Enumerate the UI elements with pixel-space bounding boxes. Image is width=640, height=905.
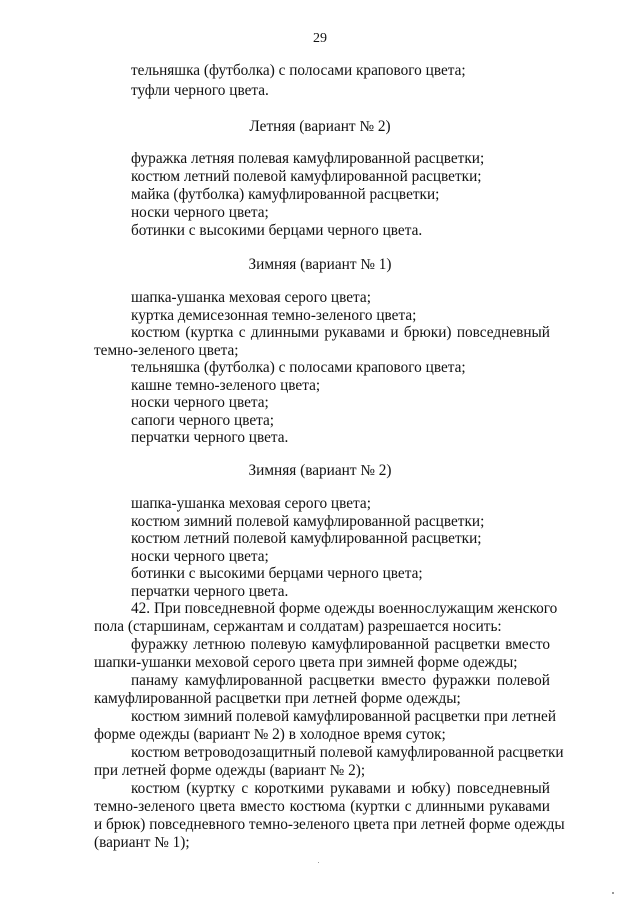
paragraph-line: костюм зимний полевой камуфлированной расцветки при летней <box>131 708 557 725</box>
page-number: 29 <box>313 31 327 46</box>
list-item: носки черного цвета; <box>131 394 269 411</box>
paragraph-line: фуражку летнюю полевую камуфлированной расцветки вместо <box>131 636 550 653</box>
list-item: шапка-ушанка меховая серого цвета; <box>131 495 371 512</box>
list-item: кашне темно-зеленого цвета; <box>131 377 321 394</box>
section-heading: Летняя (вариант № 2) <box>249 118 391 135</box>
list-item: ботинки с высокими берцами черного цвета; <box>131 565 423 582</box>
list-item: ботинки с высокими берцами черного цвета. <box>131 222 423 239</box>
paragraph-line: костюм (куртку с короткими рукавами и юбку) повседневный <box>131 780 550 797</box>
list-item: тельняшка (футболка) с полосами крапового цвета; <box>131 62 466 79</box>
paragraph-line: и брюк) повседневного темно-зеленого цвета при летней форме одежды <box>94 816 565 833</box>
scan-speck <box>612 892 614 894</box>
paragraph-line: 42. При повседневной форме одежды военнослужащим женского <box>131 600 558 617</box>
list-item: куртка демисезонная темно-зеленого цвета; <box>131 307 417 324</box>
paragraph-line: шапки-ушанки меховой серого цвета при зимней форме одежды; <box>94 654 518 671</box>
paragraph-line: формe одежды (вариант № 2) в холодное время суток; <box>94 726 446 743</box>
list-item: тельняшка (футболка) с полосами крапового цвета; <box>131 359 466 376</box>
list-item: туфли черного цвета. <box>131 82 269 99</box>
list-item: носки черного цвета; <box>131 204 269 221</box>
paragraph-line: темно-зеленого цвета вместо костюма (куртки с длинными рукавами <box>94 798 550 815</box>
list-item: костюм (куртка с длинными рукавами и брюки) повседневный <box>131 324 550 341</box>
list-item: фуражка летняя полевая камуфлированной расцветки; <box>131 150 485 167</box>
paragraph-line: костюм ветроводозащитный полевой камуфлированной расцветки <box>131 744 564 761</box>
paragraph-line: камуфлированной расцветки при летней форме одежды; <box>94 690 461 707</box>
list-item-continuation: темно-зеленого цвета; <box>94 342 239 359</box>
list-item: майка (футболка) камуфлированной расцветки; <box>131 186 440 203</box>
list-item: костюм летний полевой камуфлированной расцветки; <box>131 530 482 547</box>
paragraph-line: при летней форме одежды (вариант № 2); <box>94 762 366 779</box>
list-item: носки черного цвета; <box>131 548 269 565</box>
list-item: костюм летний полевой камуфлированной расцветки; <box>131 168 482 185</box>
paragraph-line: пола (старшинам, сержантам и солдатам) разрешается носить: <box>94 618 502 635</box>
section-heading: Зимняя (вариант № 2) <box>248 462 392 479</box>
list-item: перчатки черного цвета. <box>131 429 289 446</box>
section-heading: Зимняя (вариант № 1) <box>248 256 392 273</box>
list-item: шапка-ушанка меховая серого цвета; <box>131 289 371 306</box>
paragraph-line: (вариант № 1); <box>94 834 190 851</box>
list-item: костюм зимний полевой камуфлированной расцветки; <box>131 513 485 530</box>
list-item: сапоги черного цвета; <box>131 412 275 429</box>
scan-speck <box>318 862 319 863</box>
paragraph-line: панаму камуфлированной расцветки вместо фуражки полевой <box>131 672 550 689</box>
list-item: перчатки черного цвета. <box>131 583 289 600</box>
